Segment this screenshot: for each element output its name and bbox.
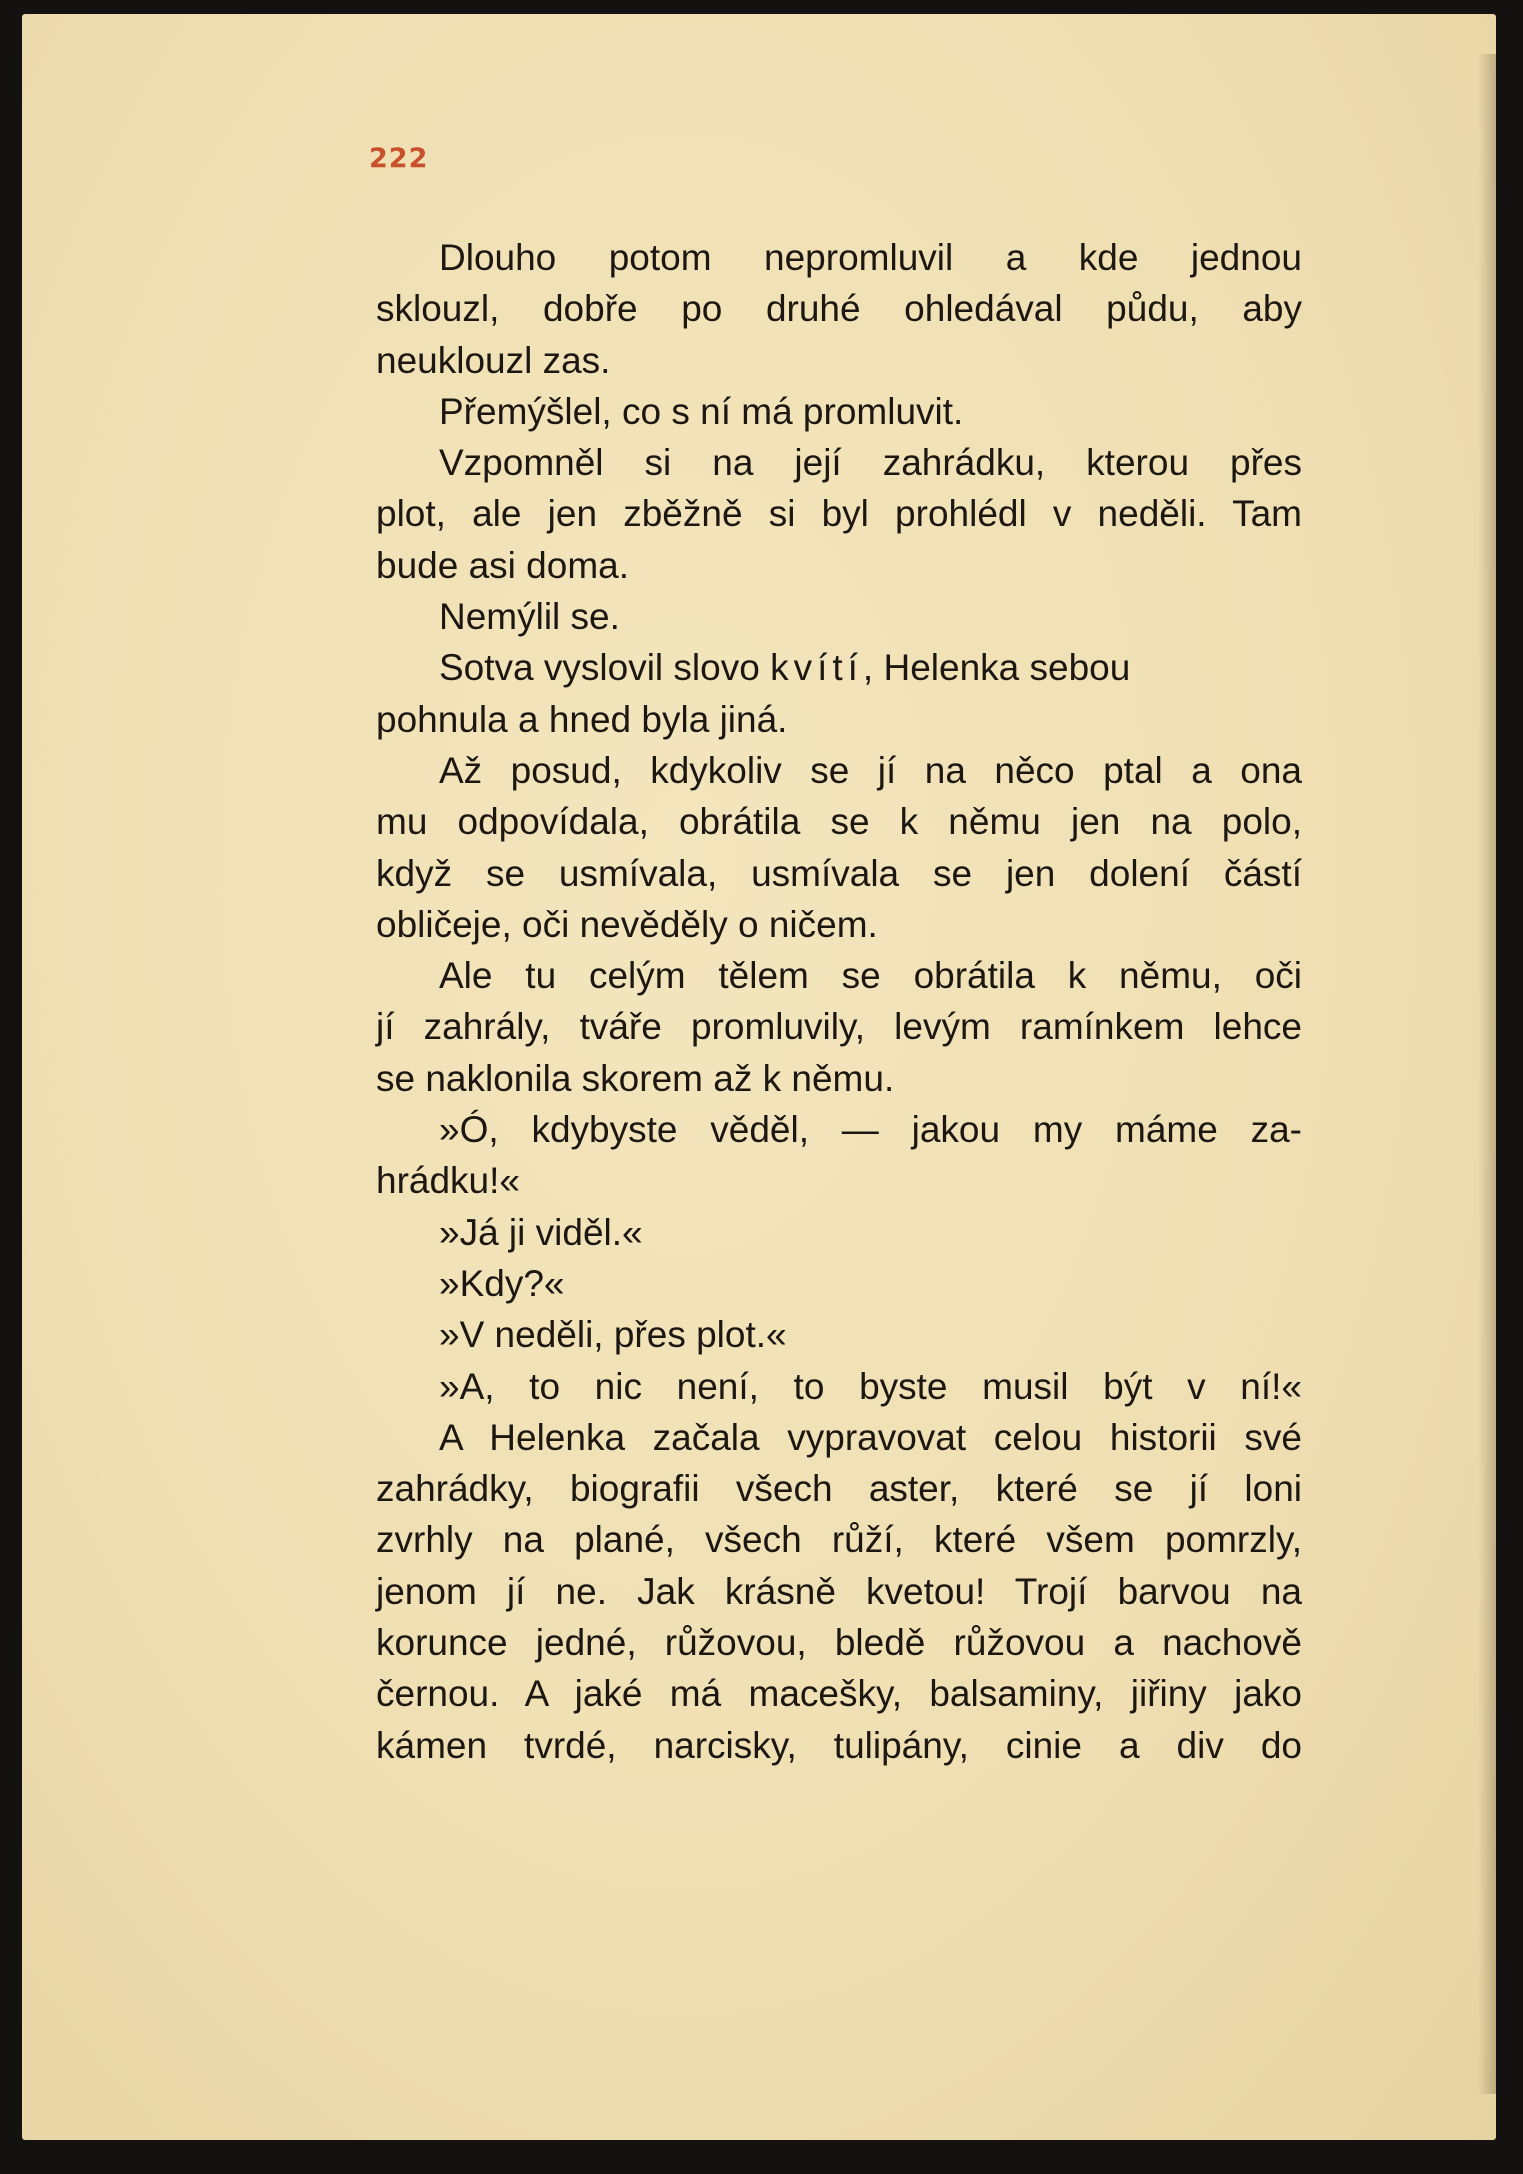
text-line: obličeje, oči nevěděly o ničem. (376, 903, 878, 945)
text-line: zvrhly na plané, všech růží, které všem pomrzly, (376, 1519, 1302, 1561)
page-number: 222 (369, 143, 429, 174)
text-line: Přemýšlel, co s ní má promluvit. (439, 390, 964, 432)
text-line: Vzpomněl si na její zahrádku, kterou přes (439, 442, 1302, 484)
text-line: neuklouzl zas. (376, 339, 611, 381)
text-line: jí zahrály, tváře promluvily, levým ramínkem lehce (376, 1006, 1302, 1048)
text-line: »A, to nic není, to byste musil být v ní!« (439, 1365, 1302, 1407)
text-line: korunce jedné, růžovou, bledě růžovou a nachově (376, 1622, 1302, 1664)
text-line: jenom jí ne. Jak krásně kvetou! Trojí barvou na (376, 1570, 1302, 1612)
text-line: plot, ale jen zběžně si byl prohlédl v neděli. Tam (376, 493, 1302, 535)
text-line: pohnula a hned byla jiná. (376, 698, 788, 740)
page-edge-shadow (1478, 54, 1496, 2094)
text-line: sklouzl, dobře po druhé ohledával půdu, aby (376, 288, 1302, 330)
text-line: se naklonila skorem až k němu. (376, 1057, 895, 1099)
text-line: bude asi doma. (376, 544, 630, 586)
text-line: »V neděli, přes plot.« (439, 1314, 787, 1356)
text-line: černou. A jaké má macešky, balsaminy, jiřiny jako (376, 1673, 1302, 1715)
body-text (376, 232, 1302, 1771)
text-line: Dlouho potom nepromluvil a kde jednou (439, 237, 1302, 278)
text-line: A Helenka začala vypravovat celou historii své (439, 1416, 1302, 1458)
text-line: »Kdy?« (439, 1262, 565, 1304)
text-line: »Ó, kdybyste věděl, — jakou my máme za- (439, 1109, 1302, 1151)
text-line: zahrádky, biografii všech aster, které se jí loni (376, 1468, 1302, 1510)
text-line: Sotva vyslovil slovo kvítí, Helenka sebou (439, 647, 1131, 689)
text-line: Nemýlil se. (439, 596, 620, 638)
text-line: kámen tvrdé, narcisky, tulipány, cinie a div do (376, 1724, 1302, 1766)
text-line: Ale tu celým tělem se obrátila k němu, oči (439, 955, 1302, 997)
text-line: hrádku!« (376, 1160, 520, 1202)
text-line: »Já ji viděl.« (439, 1211, 643, 1253)
text-line: mu odpovídala, obrátila se k němu jen na polo, (376, 801, 1302, 843)
text-line: když se usmívala, usmívala se jen dolení částí (376, 852, 1302, 894)
text-line: Až posud, kdykoliv se jí na něco ptal a ona (439, 749, 1302, 791)
